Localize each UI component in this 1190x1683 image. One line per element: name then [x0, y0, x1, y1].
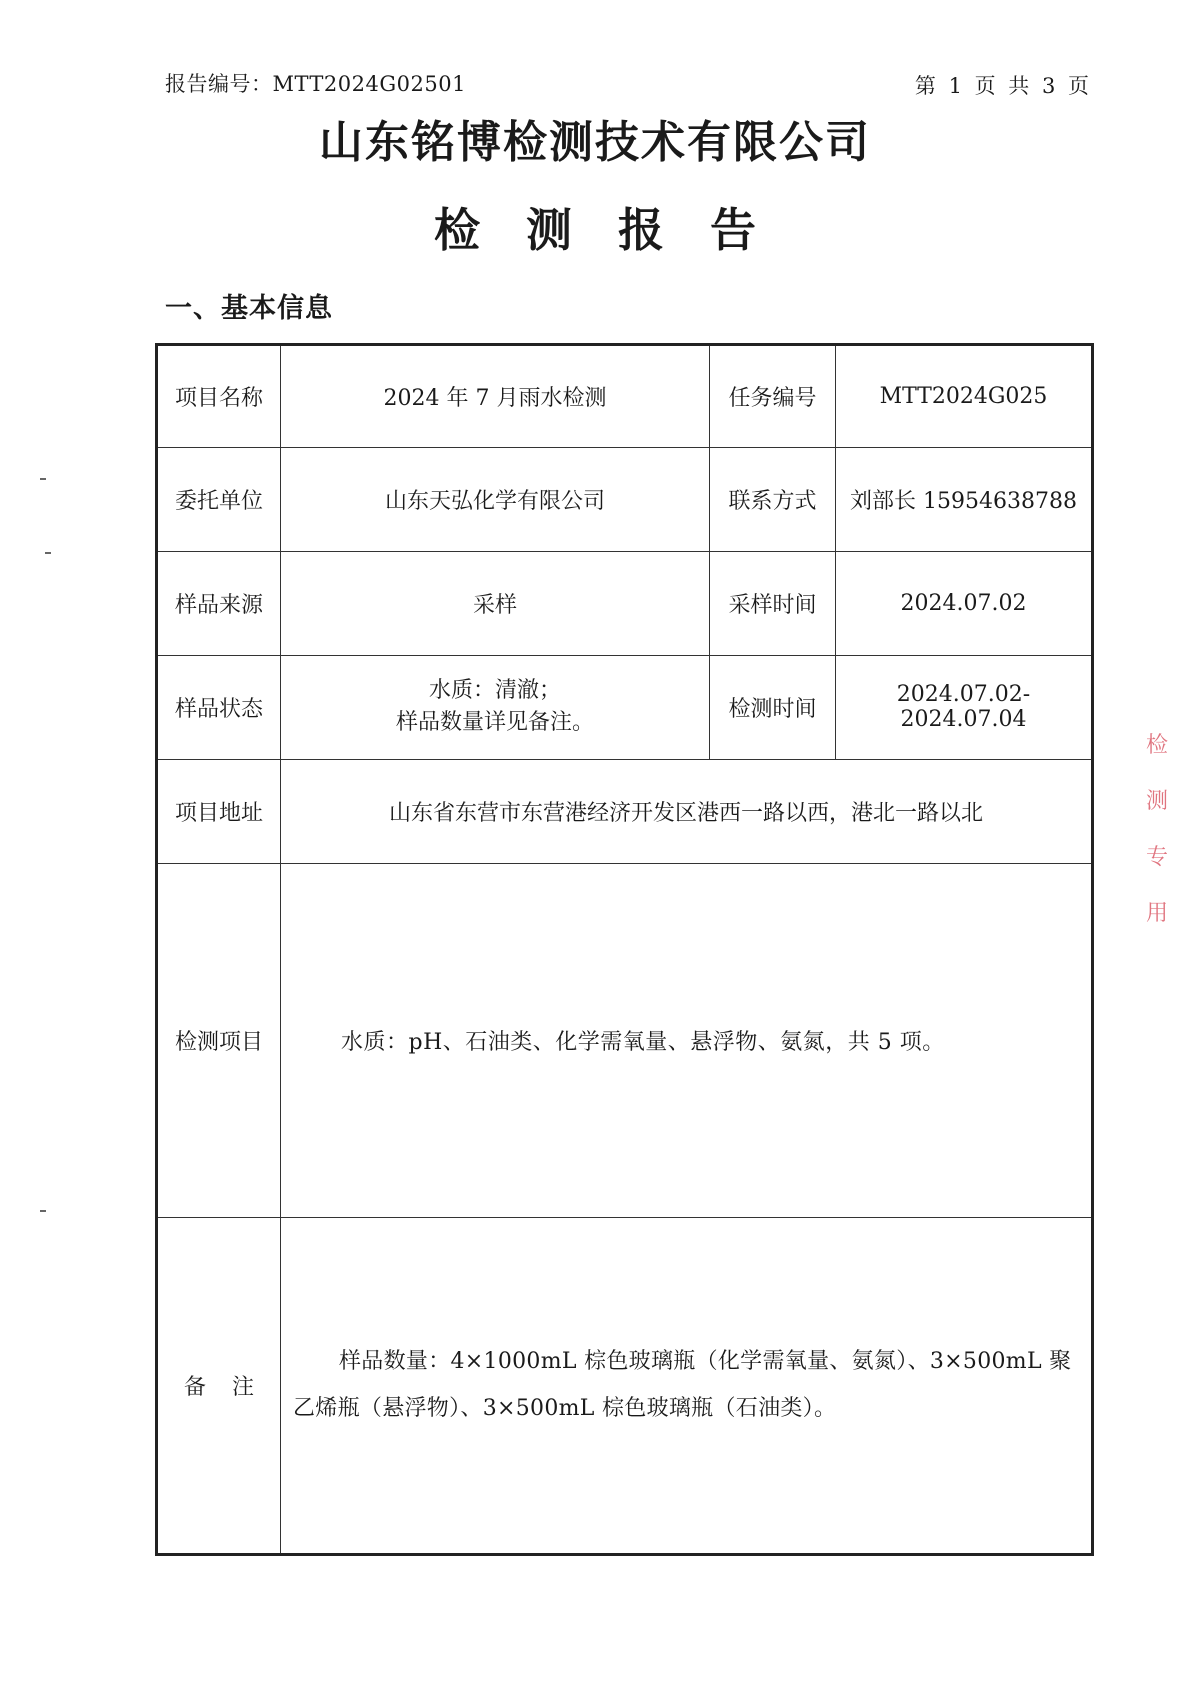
- sample-state-value: [281, 655, 710, 759]
- sample-state-label: 样品状态: [157, 655, 281, 759]
- sampling-time-value: 2024.07.02: [836, 551, 1093, 655]
- seal-char: 用: [1146, 901, 1169, 926]
- table-row: [157, 345, 1093, 448]
- basic-info-table: [155, 343, 1094, 1556]
- scan-speck: [40, 478, 46, 480]
- seal-char: 检: [1146, 733, 1169, 758]
- test-time-label: 检测时间: [710, 655, 836, 759]
- sample-source-value: 采样: [281, 551, 710, 655]
- test-items-value: 水质：pH、石油类、化学需氧量、悬浮物、氨氮，共 5 项。: [281, 863, 1093, 1217]
- client-label: 委托单位: [157, 447, 281, 551]
- seal-char: 测: [1146, 789, 1169, 814]
- report-number: 报告编号：MTT2024G02501: [165, 72, 466, 96]
- client-value: 山东天弘化学有限公司: [281, 447, 710, 551]
- seal-stamp: [1142, 728, 1176, 948]
- page-indicator: 第 1 页 共 3 页: [914, 74, 1090, 98]
- table-row: [157, 1217, 1093, 1554]
- test-time-value: 2024.07.02-2024.07.04: [836, 655, 1093, 759]
- remarks-value: 样品数量：4×1000mL 棕色玻璃瓶（化学需氧量、氨氮）、3×500mL 聚乙烯瓶（悬浮物）、3×500mL 棕色玻璃瓶（石油类）。: [281, 1217, 1093, 1554]
- sample-state-line-2: 样品数量详见备注。: [395, 710, 594, 736]
- sample-state-line-1: 水质：清澈；: [428, 678, 561, 704]
- seal-char: 专: [1146, 845, 1169, 870]
- remarks-label: 备注: [157, 1217, 281, 1554]
- contact-label: 联系方式: [710, 447, 836, 551]
- section-heading-basic-info: 一、基本信息: [165, 293, 333, 324]
- address-value: 山东省东营市东营港经济开发区港西一路以西，港北一路以北: [281, 759, 1093, 863]
- table-row: [157, 759, 1093, 863]
- table-row: [157, 551, 1093, 655]
- table-row: [157, 447, 1093, 551]
- scan-speck: [45, 552, 51, 554]
- scan-speck: [40, 1210, 46, 1212]
- address-label: 项目地址: [157, 759, 281, 863]
- table-row: [157, 655, 1093, 759]
- sample-source-label: 样品来源: [157, 551, 281, 655]
- contact-value: 刘部长 15954638788: [836, 447, 1093, 551]
- task-number-value: MTT2024G025: [836, 345, 1093, 448]
- document-title: 检测报告: [434, 203, 802, 257]
- task-number-label: 任务编号: [710, 345, 836, 448]
- company-name: 山东铭博检测技术有限公司: [319, 117, 871, 168]
- table-row: [157, 863, 1093, 1217]
- test-items-label: 检测项目: [157, 863, 281, 1217]
- project-name-label: 项目名称: [157, 345, 281, 448]
- project-name-value: 2024 年 7 月雨水检测: [281, 345, 710, 448]
- sampling-time-label: 采样时间: [710, 551, 836, 655]
